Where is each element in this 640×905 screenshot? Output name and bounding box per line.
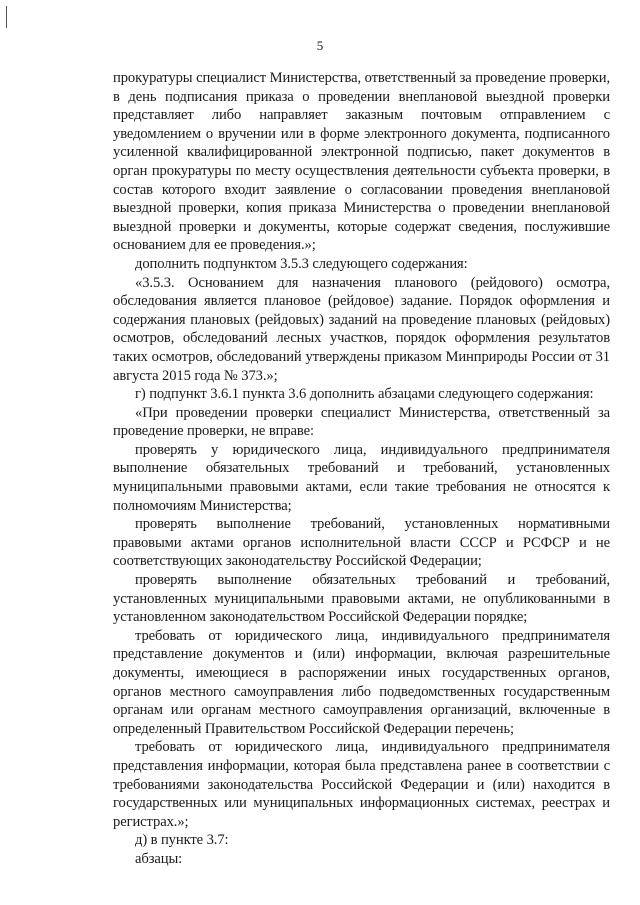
paragraph: прокуратуры специалист Министерства, ответственный за проведение проверки, в день подписания приказа о проведении внеплановой выездной проверки представляет либо направляет заказным почтовым отправлением с уведомлением о вручении или в форме электронного документа, подписанного усиленной квалифицированной электронной подписью, пакет документов в орган прокуратуры по месту осуществления деятельности субъекта проверки, в состав которого входит заявление о согласовании проведения внеплановой выездной проверки, копия приказа Министерства о проведении внеплановой выездной проверки и документы, которые содержат сведения, послужившие основанием для ее проведения.»; [113,70,610,254]
paragraph: требовать от юридического лица, индивидуального предпринимателя представление документов и (или) информации, включая разрешительные документы, имеющиеся в распоряжении иных государственных органов, органов местного самоуправления либо подведомственных государственным органам или органам местного самоуправления организаций, включенные в определенный Правительством Российской Федерации перечень; [113,627,610,737]
paragraph: «При проведении проверки специалист Министерства, ответственный за проведение проверки, не вправе: [113,404,610,440]
paragraph: абзацы: [135,850,183,867]
document-body [113,69,610,869]
margin-mark [6,6,7,28]
paragraph: проверять выполнение обязательных требований и требований, установленных муниципальными правовыми актами, не опубликованными в установленном законодательством Российской Федерации порядке; [113,572,610,626]
paragraph: «3.5.3. Основанием для назначения планового (рейдового) осмотра, обследования является плановое (рейдовое) задание. Порядок оформления и содержания плановых (рейдовых) заданий на проведение плановых (рейдовых) осмотров, обследований лесных участков, порядок оформления результатов таких осмотров, обследований утверждены приказом Минприроды России от 31 августа 2015 года № 373.»; [113,274,610,384]
paragraph: проверять у юридического лица, индивидуального предпринимателя выполнение обязательных требований и требований, установленных муниципальными правовыми актами, если такие требования не относятся к полномочиям Министерства; [113,441,610,514]
paragraph: г) подпункт 3.6.1 пункта 3.6 дополнить абзацами следующего содержания: [135,386,594,403]
paragraph: проверять выполнение требований, установленных нормативными правовыми актами органов исполнительной власти СССР и РСФСР и не соответствующих законодательству Российской Федерации; [113,516,610,570]
paragraph: требовать от юридического лица, индивидуального предпринимателя представления информации, которая была представлена ранее в соответствии с требованиями законодательства Российской Федерации и (или) находится в государственных или муниципальных информационных системах, реестрах и регистрах.»; [113,739,610,830]
paragraph: дополнить подпунктом 3.5.3 следующего содержания: [135,255,468,272]
paragraph: д) в пункте 3.7: [135,832,229,849]
page-number: 5 [316,38,324,53]
